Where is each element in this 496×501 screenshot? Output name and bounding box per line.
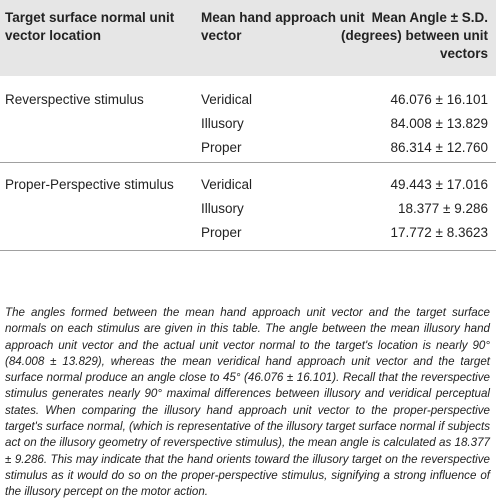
row-value: 17.772 ± 8.3623 [390, 225, 488, 240]
row-vector: Illusory [201, 201, 244, 216]
row-vector: Veridical [201, 92, 253, 107]
row-value: 86.314 ± 12.760 [390, 140, 488, 155]
table-footnote: The angles formed between the mean hand approach unit vector and the target surface normals on each stimulus are given in this table. The angle between the mean illusory hand approach unit vector and the actual unit vector normal to the target's location is nearly 90° (84.008 ± 13.829), whereas the mean veridical hand approach unit vector and the target surface normal produce an angle close to 45° (46.076 ± 16.101). Recall that the reverspective stimulus generates nearly 90° maximal differences between illusory and veridical perceptual states. When comparing the illusory hand approach unit vector to the proper-perspective target's surface normal, (which is representative of the illusory target surface normal if subjects act on the illusory geometry of reverspective stimulus), the mean angle is calculated as 18.377 ± 9.286. This may indicate that the hand orients toward the illusory target on the reverspective stimulus as it would do so on the proper-perspective stimulus, signifying a strong influence of the illusory percept on the motor action. [5, 306, 490, 499]
header-mean-angle: Mean Angle ± S.D. (degrees) between unit vectors [340, 10, 488, 61]
row-vector: Veridical [201, 177, 253, 192]
row-value: 46.076 ± 16.101 [390, 92, 488, 107]
table-bottom-rule [0, 250, 496, 251]
table-header [0, 0, 496, 76]
group-condition: Proper-Perspective stimulus [5, 177, 174, 192]
group-condition: Reverspective stimulus [5, 92, 144, 107]
row-vector: Proper [201, 140, 242, 155]
row-value: 18.377 ± 9.286 [398, 201, 488, 216]
row-vector: Proper [201, 225, 242, 240]
row-value: 84.008 ± 13.829 [390, 116, 488, 131]
row-value: 49.443 ± 17.016 [390, 177, 488, 192]
row-vector: Illusory [201, 116, 244, 131]
group-divider [0, 162, 496, 163]
header-hand-vector: Mean hand approach unit vector [201, 10, 365, 43]
header-target-location: Target surface normal unit vector location [5, 10, 175, 43]
